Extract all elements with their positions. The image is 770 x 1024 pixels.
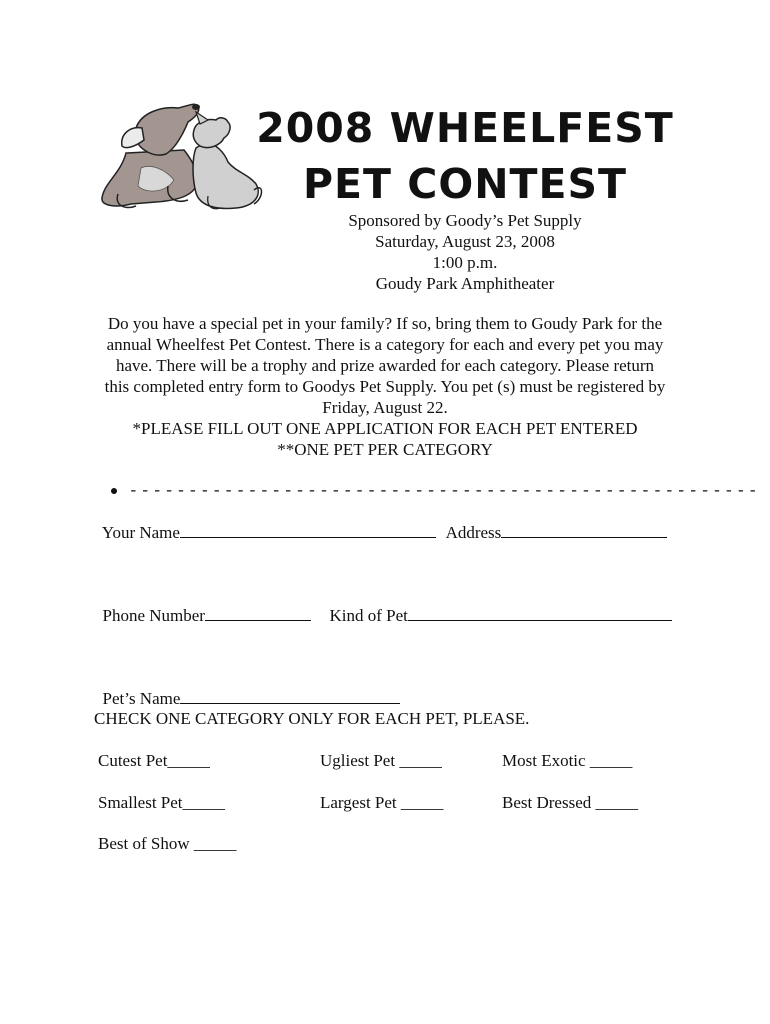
category-ugliest-pet[interactable]: Ugliest Pet _____ — [320, 751, 442, 770]
your-name-blank[interactable] — [180, 522, 436, 538]
your-name-label: Your Name — [101, 523, 180, 542]
category-best-dressed[interactable]: Best Dressed _____ — [502, 793, 638, 812]
cut-line: - - - - - - - - - - - - - - - - - - - - - - - - - - - - - - - - - - - - - - - - - - - - - - - - - - - - - — [100, 460, 757, 500]
category-smallest-pet[interactable]: Smallest Pet_____ — [98, 793, 226, 812]
category-instruction: CHECK ONE CATEGORY ONLY FOR EACH PET, PLEASE. — [94, 709, 530, 728]
kind-of-pet-label: Kind of Pet — [329, 606, 408, 625]
title-line-2: PET CONTEST — [302, 160, 628, 208]
your-name-field[interactable] — [94, 502, 436, 543]
phone-number-blank[interactable] — [205, 605, 311, 621]
event-time: 1:00 p.m. — [432, 253, 498, 272]
address-blank[interactable] — [501, 522, 667, 538]
event-date: Saturday, August 23, 2008 — [375, 232, 555, 251]
note-one-category: **ONE PET PER CATEGORY — [277, 440, 493, 459]
category-best-of-show[interactable]: Best of Show _____ — [98, 834, 237, 853]
sponsor-text: Sponsored by Goody’s Pet Supply — [348, 211, 582, 230]
kind-of-pet-blank[interactable] — [408, 605, 672, 621]
address-field[interactable] — [438, 502, 667, 543]
pets-name-label: Pet’s Name — [102, 689, 181, 708]
title-line-1: 2008 WHEELFEST — [256, 104, 674, 152]
paragraph-line-2: annual Wheelfest Pet Contest. There is a category for each and every pet you may — [106, 335, 664, 354]
paragraph-line-5: Friday, August 22. — [322, 398, 448, 417]
pets-name-field[interactable] — [94, 668, 400, 709]
phone-number-field[interactable] — [94, 585, 311, 626]
address-label: Address — [445, 523, 502, 542]
bullet-icon — [111, 488, 117, 494]
pets-name-blank[interactable] — [180, 688, 400, 704]
category-most-exotic[interactable]: Most Exotic _____ — [502, 751, 633, 770]
note-one-application: *PLEASE FILL OUT ONE APPLICATION FOR EACH PET ENTERED — [132, 419, 638, 438]
kind-of-pet-field[interactable] — [321, 585, 672, 626]
category-largest-pet[interactable]: Largest Pet _____ — [320, 793, 444, 812]
event-location: Goudy Park Amphitheater — [375, 274, 555, 293]
phone-number-label: Phone Number — [102, 606, 205, 625]
dog-and-cat-icon — [96, 98, 266, 214]
paragraph-line-3: have. There will be a trophy and prize awarded for each category. Please return — [115, 356, 655, 375]
category-cutest-pet[interactable]: Cutest Pet_____ — [98, 751, 210, 770]
paragraph-line-4: this completed entry form to Goodys Pet Supply. You pet (s) must be registered by — [104, 377, 666, 396]
paragraph-line-1: Do you have a special pet in your family? If so, bring them to Goudy Park for the — [107, 314, 663, 333]
